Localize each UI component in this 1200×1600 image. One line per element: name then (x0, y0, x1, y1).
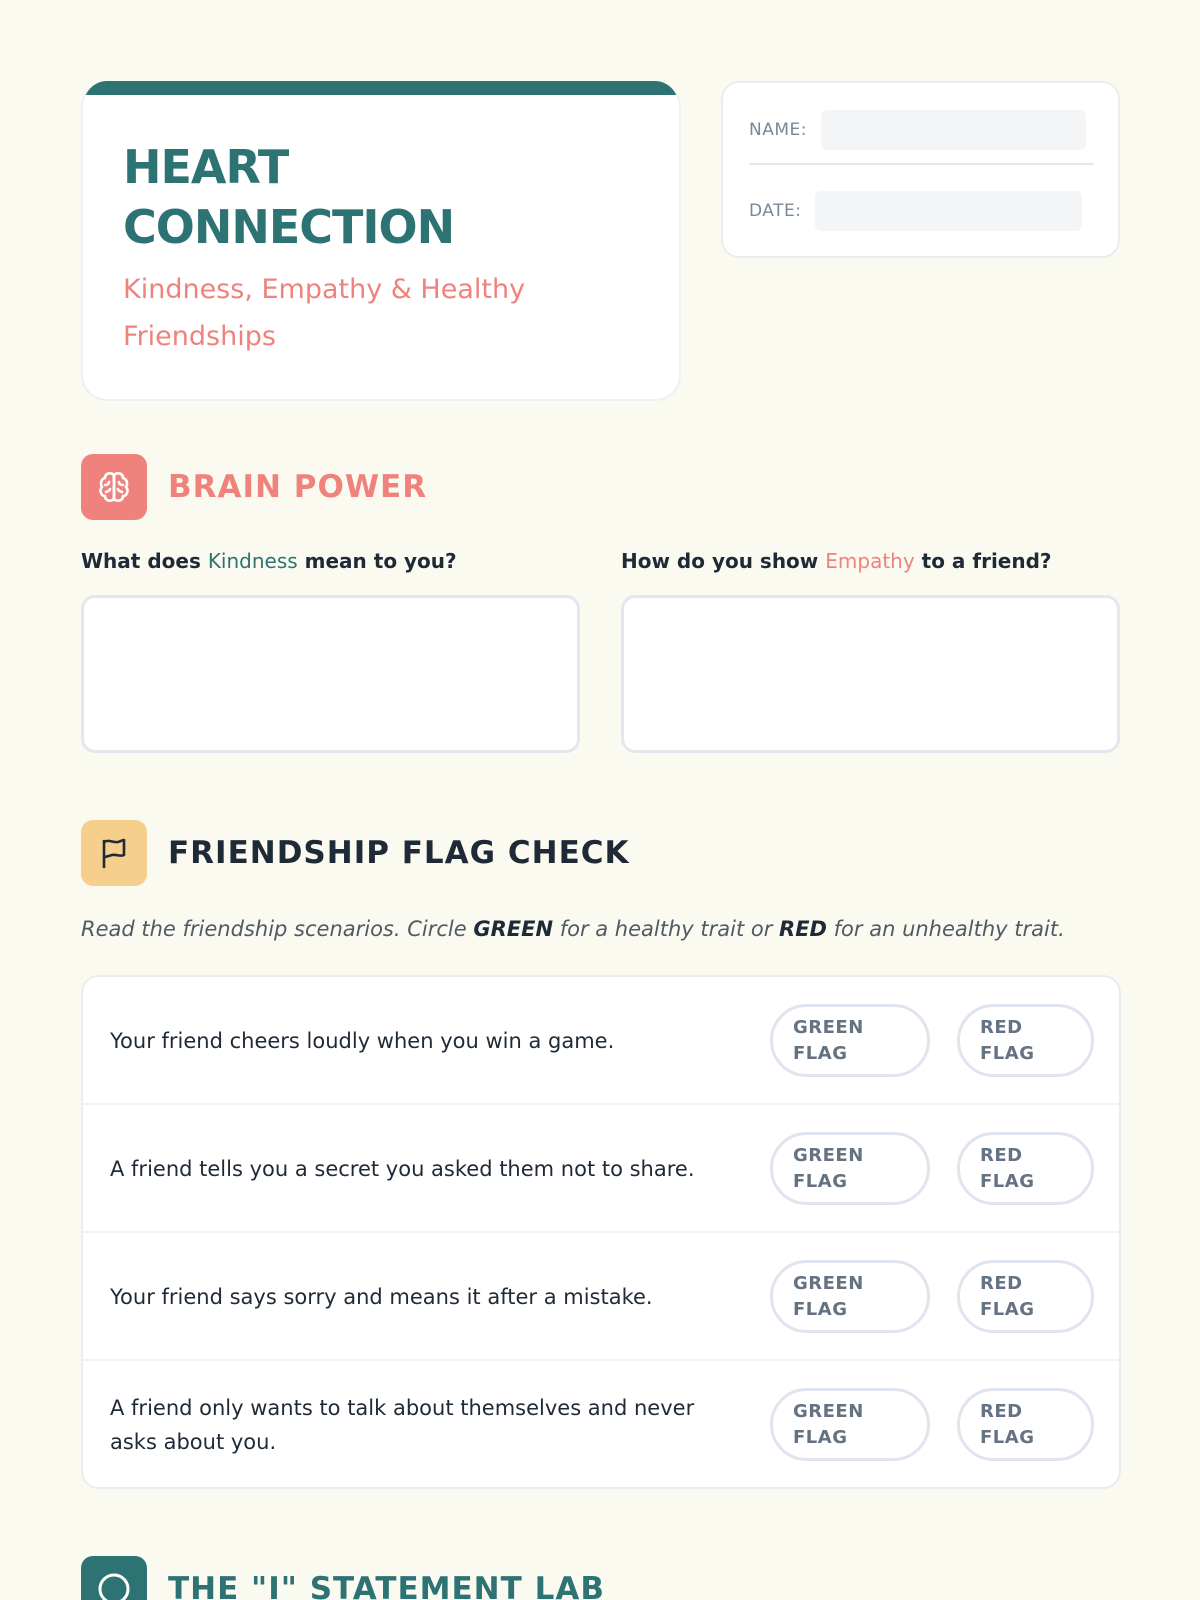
green-flag-label-1: GREEN (793, 1273, 864, 1294)
scenario-text: Your friend says sorry and means it after a mistake. (110, 1285, 653, 1309)
i-statement-lab-title: THE "I" STATEMENT LAB (168, 1571, 605, 1600)
green-flag-label-2: FLAG (793, 1427, 848, 1448)
green-flag-label-2: FLAG (793, 1299, 848, 1320)
table-row (83, 1361, 1119, 1489)
scenario-text: A friend only wants to talk about themselves and never asks about you. (110, 1396, 695, 1454)
empathy-question (621, 549, 1052, 573)
green-flag-label-1: GREEN (793, 1401, 864, 1422)
date-row (749, 191, 1082, 231)
red-flag-label-1: RED (980, 1401, 1023, 1422)
red-flag-label-2: FLAG (980, 1171, 1035, 1192)
red-flag-label-1: RED (980, 1273, 1023, 1294)
title-line-1: HEART (123, 140, 289, 194)
kindness-answer-box[interactable] (81, 595, 580, 753)
date-field[interactable] (815, 191, 1082, 231)
title-line-2: CONNECTION (123, 200, 455, 254)
instructions-part-1: Read the friendship scenarios. Circle (81, 917, 474, 941)
scenario-text: A friend tells you a secret you asked them not to share. (110, 1157, 695, 1181)
name-date-card (721, 81, 1120, 258)
flag-check-instructions (81, 917, 1121, 941)
instructions-part-2: for a healthy trait or (553, 917, 780, 941)
red-flag-label-2: FLAG (980, 1299, 1035, 1320)
name-field[interactable] (821, 110, 1086, 150)
name-label: NAME: (749, 120, 807, 140)
table-row (83, 977, 1119, 1105)
flag-check-title: FRIENDSHIP FLAG CHECK (168, 835, 630, 871)
green-flag-button[interactable] (770, 1004, 930, 1077)
name-row (749, 110, 1086, 150)
empathy-answer-box[interactable] (621, 595, 1120, 753)
red-flag-button[interactable] (957, 1388, 1094, 1461)
flag-icon (81, 820, 147, 886)
title-accent-bar (83, 81, 679, 95)
green-flag-label-2: FLAG (793, 1043, 848, 1064)
scenario-text: Your friend cheers loudly when you win a game. (110, 1029, 615, 1053)
page-title (123, 137, 643, 257)
empathy-question-end: to a friend? (914, 549, 1052, 573)
green-flag-label-1: GREEN (793, 1017, 864, 1038)
brain-power-title: BRAIN POWER (168, 469, 428, 505)
empathy-keyword: Empathy (825, 549, 915, 573)
red-flag-label-2: FLAG (980, 1427, 1035, 1448)
kindness-question (81, 549, 457, 573)
red-flag-label-1: RED (980, 1017, 1023, 1038)
flag-table (81, 975, 1121, 1489)
speech-bubble-icon (81, 1556, 147, 1600)
green-flag-button[interactable] (770, 1388, 930, 1461)
green-flag-button[interactable] (770, 1260, 930, 1333)
brain-icon (81, 454, 147, 520)
green-flag-label-2: FLAG (793, 1171, 848, 1192)
page-subtitle: Kindness, Empathy & Healthy Friendships (123, 274, 526, 352)
divider (749, 163, 1094, 165)
i-statement-lab-header (81, 1556, 605, 1600)
table-row (83, 1233, 1119, 1361)
green-flag-button[interactable] (770, 1132, 930, 1205)
red-flag-button[interactable] (957, 1260, 1094, 1333)
instructions-red: RED (779, 917, 827, 941)
title-card (81, 81, 681, 401)
empathy-question-start: How do you show (621, 549, 826, 573)
red-flag-button[interactable] (957, 1004, 1094, 1077)
date-label: DATE: (749, 201, 802, 221)
table-row (83, 1105, 1119, 1233)
instructions-green: GREEN (473, 917, 554, 941)
kindness-keyword: Kindness (207, 549, 298, 573)
kindness-question-end: mean to you? (297, 549, 457, 573)
kindness-question-start: What does (81, 549, 208, 573)
red-flag-label-1: RED (980, 1145, 1023, 1166)
green-flag-label-1: GREEN (793, 1145, 864, 1166)
red-flag-button[interactable] (957, 1132, 1094, 1205)
instructions-part-3: for an unhealthy trait. (826, 917, 1065, 941)
brain-power-header (81, 454, 427, 520)
red-flag-label-2: FLAG (980, 1043, 1035, 1064)
flag-check-header (81, 820, 630, 886)
